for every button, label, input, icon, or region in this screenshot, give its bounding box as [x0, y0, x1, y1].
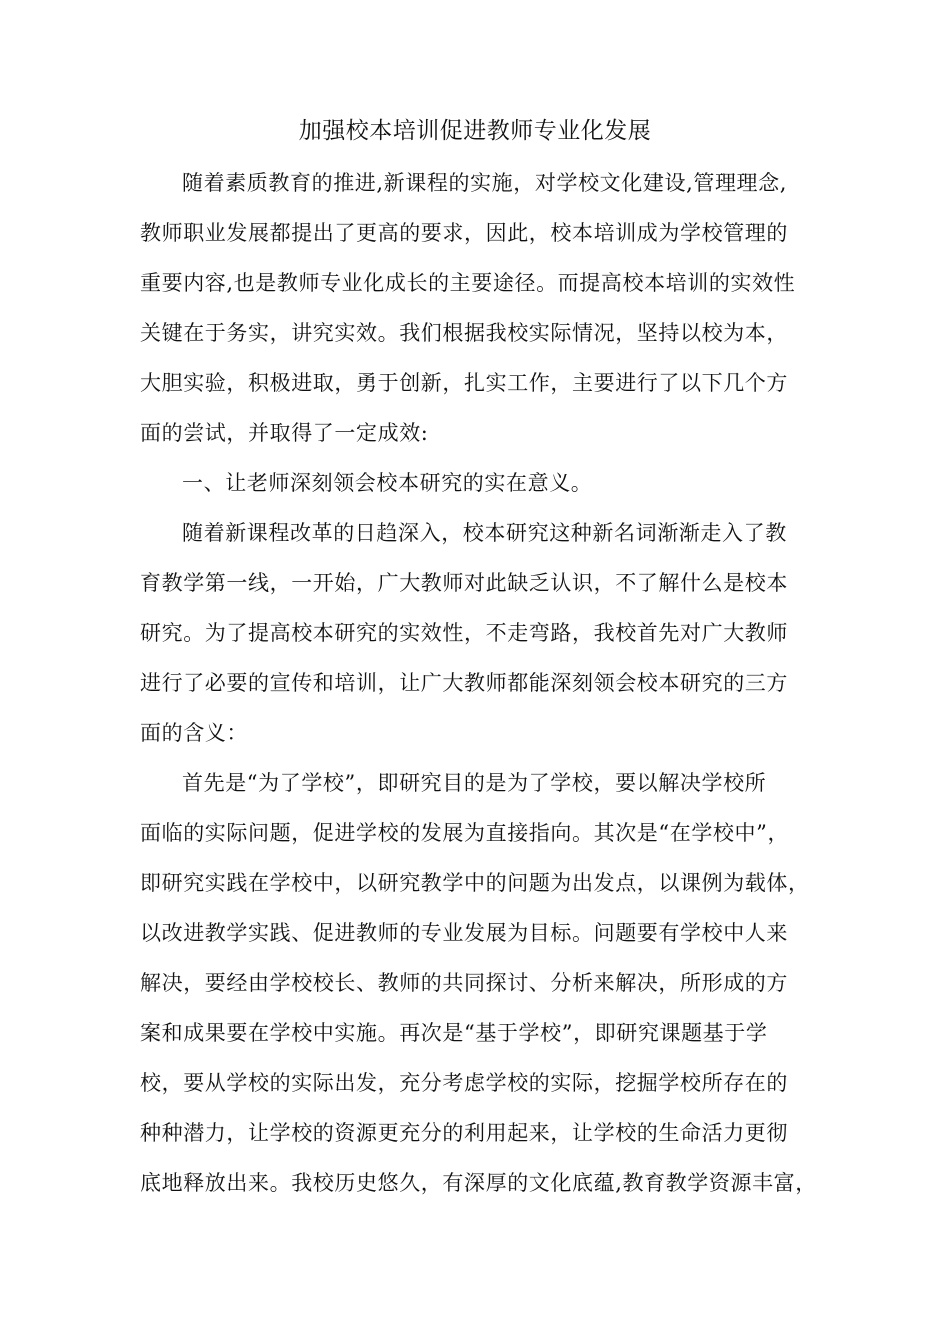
document-title: 加强校本培训促进教师专业化发展: [298, 118, 652, 144]
text-line: 随着新课程改革的日趋深入，校本研究这种新名词渐渐走入了教: [182, 521, 787, 545]
text-line: 随着素质教育的推进,新课程的实施，对学校文化建设,管理理念,: [182, 171, 788, 195]
text-line: 教师职业发展都提出了更高的要求，因此，校本培训成为学校管理的: [140, 221, 788, 245]
text-line: 面临的实际问题，促进学校的发展为直接指向。其次是“在学校中”，: [140, 821, 790, 845]
text-line: 种种潜力，让学校的资源更充分的利用起来，让学校的生命活力更彻: [140, 1121, 788, 1145]
text-line: 关键在于务实，讲究实效。我们根据我校实际情况，坚持以校为本，: [140, 321, 788, 345]
document-body: [140, 158, 816, 1208]
text-line: 案和成果要在学校中实施。再次是“基于学校”，即研究课题基于学: [140, 1021, 768, 1045]
text-line: 重要内容,也是教师专业化成长的主要途径。而提高校本培训的实效性: [140, 271, 796, 295]
text-line: 底地释放出来。我校历史悠久，有深厚的文化底蕴,教育教学资源丰富，: [140, 1171, 817, 1195]
text-line: 即研究实践在学校中，以研究教学中的问题为出发点，以课例为载体，: [140, 871, 810, 895]
text-line: 研究。为了提高校本研究的实效性，不走弯路，我校首先对广大教师: [140, 621, 788, 645]
text-line: 面的含义：: [140, 721, 248, 745]
text-line: 首先是“为了学校”，即研究目的是为了学校，要以解决学校所: [182, 771, 767, 795]
text-line: 面的尝试，并取得了一定成效:: [140, 421, 429, 445]
text-line: 校，要从学校的实际出发，充分考虑学校的实际，挖掘学校所存在的: [140, 1071, 788, 1095]
text-line: 进行了必要的宣传和培训，让广大教师都能深刻领会校本研究的三方: [140, 671, 788, 695]
text-line: 育教学第一线，一开始，广大教师对此缺乏认识，不了解什么是校本: [140, 571, 788, 595]
text-line: 解决，要经由学校校长、教师的共同探讨、分析来解决，所形成的方: [140, 971, 788, 995]
text-line: 大胆实验，积极进取，勇于创新，扎实工作，主要进行了以下几个方: [140, 371, 788, 395]
section-heading: 一、让老师深刻领会校本研究的实在意义。: [182, 471, 593, 495]
text-line: 以改进教学实践、促进教师的专业发展为目标。问题要有学校中人来: [140, 921, 788, 945]
